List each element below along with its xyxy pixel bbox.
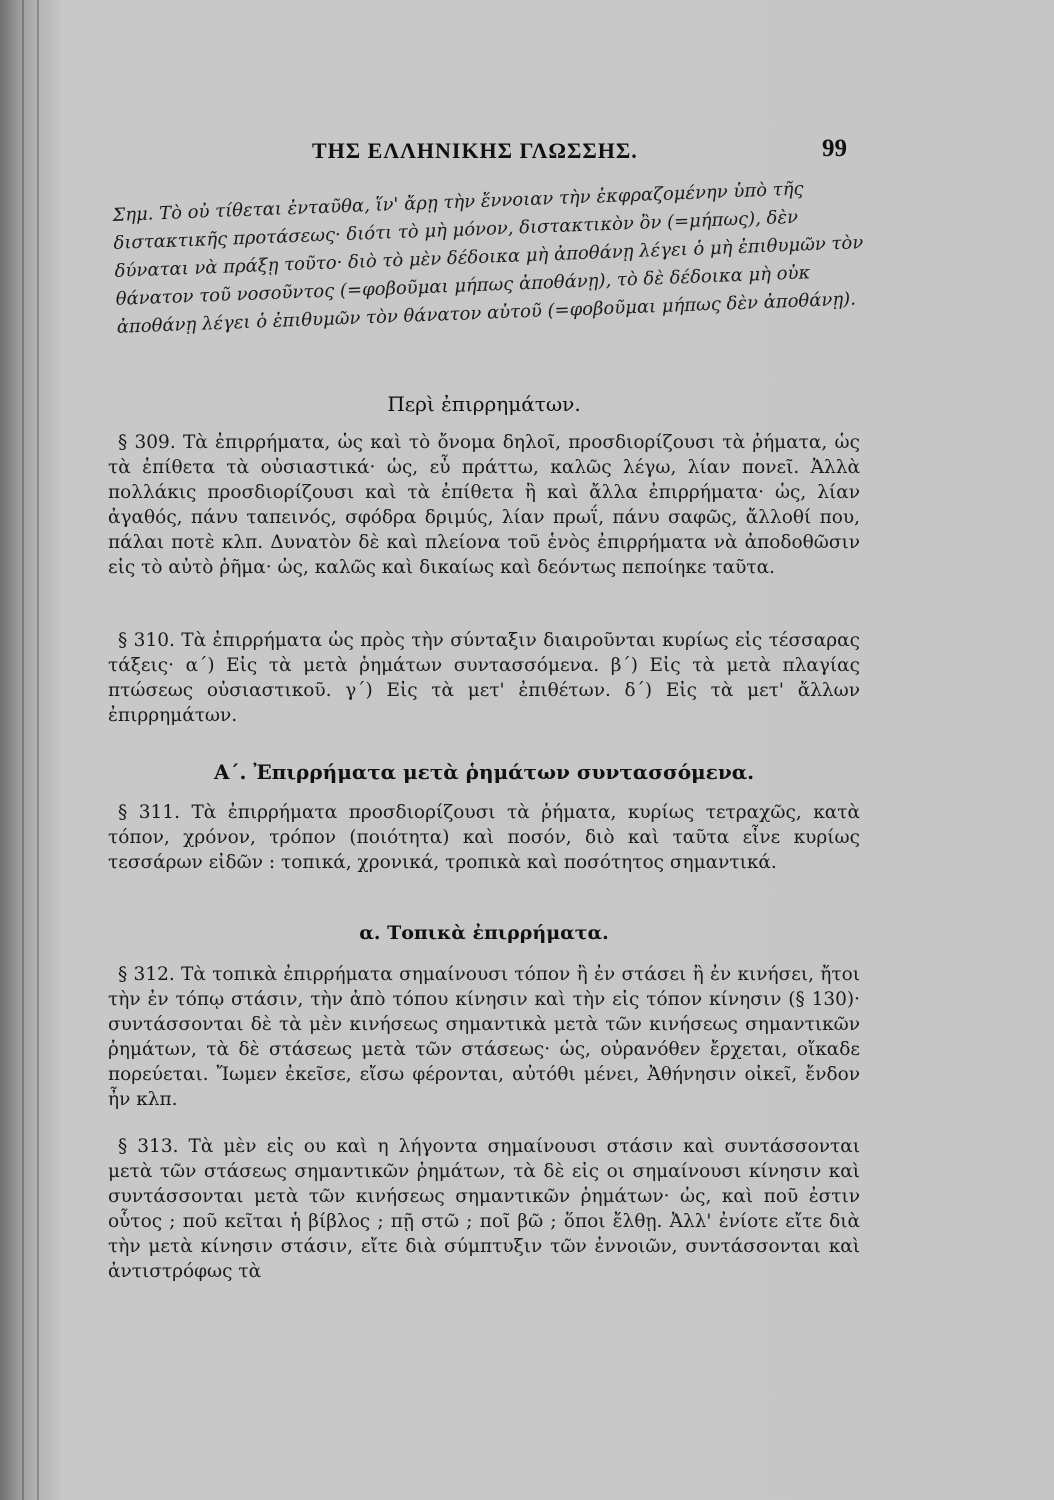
note-paragraph: [112, 173, 877, 342]
heading-adverbs-with-verbs: Α΄. Ἐπιρρήματα μετὰ ῥημάτων συντασσόμενα.: [213, 760, 755, 784]
paragraph-312-text: § 312. Τὰ τοπικὰ ἐπιρρήματα σημαίνουσι τόπον ἢ ἐν στάσει ἢ ἐν κινήσει, ἤτοι τὴν ἐν τόπῳ στάσιν, τὴν ἀπὸ τόπου κίνησιν καὶ τὴν εἰς τόπον κίνησιν (§ 130)· συντάσσονται δὲ τὰ μὲν κινήσεως σημαντικὰ μετὰ τῶν κινήσεως σημαντικῶν ῥημάτων, τὰ δὲ στάσεως μετὰ τῶν στάσεως· ὡς, οὐρανόθεν ἔρχεται, οἴκαδε πορεύεται. Ἴωμεν ἐκεῖσε, εἴσω φέρονται, αὐτόθι μένει, Ἀθήνησιν οἰκεῖ, ἔνδον ἦν κλπ.: [108, 964, 860, 1110]
paragraph-311: [108, 800, 860, 875]
paragraph-313: [108, 1134, 860, 1284]
heading-local-adverbs: α. Τοπικὰ ἐπιρρήματα.: [359, 922, 609, 944]
paragraph-309: [108, 430, 860, 580]
paragraph-310-text: § 310. Τὰ ἐπιρρήματα ὡς πρὸς τὴν σύνταξιν διαιροῦνται κυρίως εἰς τέσσαρας τάξεις· α΄) Εἰς τὰ μετὰ ῥημάτων συντασσόμενα. β΄) Εἰς τὰ μετὰ πλαγίας πτώσεως οὐσιαστικοῦ. γ΄) Εἰς τὰ μετ' ἐπιθέτων. δ΄) Εἰς τὰ μετ' ἄλλων ἐπιρρημάτων.: [108, 630, 860, 726]
paragraph-309-text: § 309. Τὰ ἐπιρρήματα, ὡς καὶ τὸ ὄνομα δηλοῖ, προσδιορίζουσι τὰ ῥήματα, ὡς τὰ ἐπίθετα τὰ οὐσιαστικά· ὡς, εὖ πράττω, καλῶς λέγω, λίαν πονεῖ. Ἀλλὰ πολλάκις προσδιορίζουσι καὶ τὰ ἐπίθετα ἢ καὶ ἄλλα ἐπιρρήματα· ὡς, λίαν ἀγαθός, πάνυ ταπεινός, σφόδρα δριμύς, λίαν πρωΐ, πάνυ σαφῶς, ἄλλοθί που, πάλαι ποτὲ κλπ. Δυνατὸν δὲ καὶ πλείονα τοῦ ἑνὸς ἐπιρρήματα νὰ ἀποδοθῶσιν εἰς τὸ αὐτὸ ῥῆμα· ὡς, καλῶς καὶ δικαίως καὶ δεόντως πεποίηκε ταῦτα.: [108, 432, 860, 578]
running-head: ΤΗΣ ΕΛΛΗΝΙΚΗΣ ΓΛΩΣΣΗΣ.: [312, 138, 638, 163]
page-edge-line: [37, 0, 39, 1500]
note-text: Σημ. Τὸ οὐ τίθεται ἐνταῦθα, ἵν' ἄρῃ τὴν ἔννοιαν τὴν ἐκφραζομένην ὑπὸ τῆς διστακτικῆς προτάσεως· διότι τὸ μὴ μόνον, διστακτικὸν ὂν (=μήπως), δὲν δύναται νὰ πράξῃ τοῦτο· διὸ τὸ μὲν δέδοικα μὴ ἀποθάνῃ λέγει ὁ μὴ ἐπιθυμῶν τὸν θάνατον τοῦ νοσοῦντος (=φοβοῦμαι μήπως ἀποθάνῃ), τὸ δὲ δέδοικα μὴ οὐκ ἀποθάνῃ λέγει ὁ ἐπιθυμῶν τὸν θάνατον αὐτοῦ (=φοβοῦμαι μήπως δὲν ἀποθάνῃ).: [112, 178, 864, 338]
section-heading-adverbs: Περὶ ἐπιρρημάτων.: [387, 392, 581, 416]
page-edge-line: [22, 0, 24, 1500]
book-binding-shadow: [0, 0, 62, 1500]
paragraph-312: [108, 962, 860, 1112]
paragraph-311-text: § 311. Τὰ ἐπιρρήματα προσδιορίζουσι τὰ ῥήματα, κυρίως τετραχῶς, κατὰ τόπον, χρόνον, τρόπον (ποιότητα) καὶ ποσόν, διὸ καὶ ταῦτα εἶνε κυρίως τεσσάρων εἰδῶν : τοπικά, χρονικά, τροπικὰ καὶ ποσότητος σημαντικά.: [108, 802, 860, 873]
page-number: 99: [822, 135, 847, 162]
paragraph-310: [108, 628, 860, 728]
paragraph-313-text: § 313. Τὰ μὲν εἰς ου καὶ η λήγοντα σημαίνουσι στάσιν καὶ συντάσσονται μετὰ τῶν στάσεως σημαντικῶν ῥημάτων, τὰ δὲ εἰς οι σημαίνουσι κίνησιν καὶ συντάσσονται μετὰ τῶν κινήσεως σημαντικῶν ῥημάτων· ὡς, καὶ ποῦ ἐστιν οὗτος ; ποῦ κεῖται ἡ βίβλος ; πῇ στῶ ; ποῖ βῶ ; ὅποι ἔλθῃ. Ἀλλ' ἐνίοτε εἴτε διὰ τὴν μετὰ κίνησιν στάσιν, εἴτε διὰ σύμπτυξιν τῶν ἐννοιῶν, συντάσσονται καὶ ἀντιστρόφως τὰ: [108, 1136, 860, 1282]
